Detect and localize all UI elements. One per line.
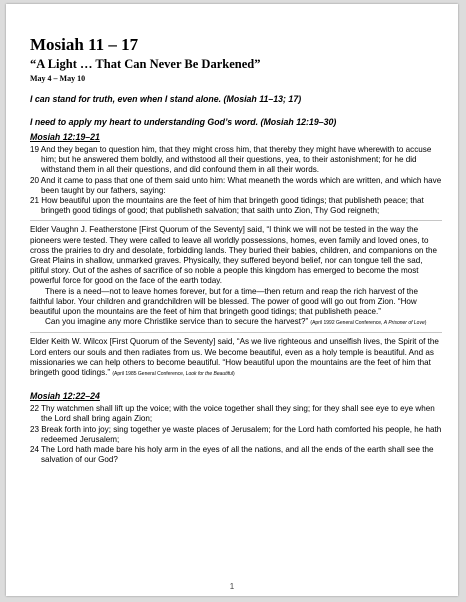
section-divider <box>30 332 442 333</box>
scripture-reference-2: Mosiah 12:22–24 <box>30 391 100 402</box>
scripture-reference-1: Mosiah 12:19–21 <box>30 132 100 142</box>
featherstone-paragraph-1: Elder Vaughn J. Featherstone [First Quorum of the Seventy] said, “I think we will not be tested in the way the pioneers were tested. They were called to leave all worldly possessions, homes, even family and loved ones, to cross the prairies to dry and desolate, forbidding lands. They buried their babies, children, and companions on the Great Plains in shallow, unmarked graves. Physically, they suffered beyond belief, nor can tongue tell the sad, pitiful story. Out of the ashes of sacrifice of so noble a people this kingdom has emerged to become the most powerful force for good on the face of the earth today. <box>30 225 438 286</box>
featherstone-paragraph-3 <box>30 317 442 328</box>
verse-21: 21 How beautiful upon the mountains are the feet of him that bringeth good tidings; that publisheth peace; that bringeth good tidings of good; that publisheth salvation; that saith unto Zion, Thy God reigneth; <box>30 196 424 216</box>
verse-19: 19 And they began to question him, that they might cross him, that thereby they might have wherewith to accuse him; but he answered them boldly, and withstood all their questions, yea, to their astonishment; for he did withstand them in all their questions, and did confound them in all their words. <box>30 145 432 175</box>
wilcox-quote-text: Elder Keith W. Wilcox [First Quorum of the Seventy] said, “As we live righteous and unselfish lives, the Spirit of the Lord enters our souls and then radiates from us. We become beautiful, even as a holy temple is beautiful. And as missionaries we can help others to become beautiful. “How beautiful upon the mountains are the feet of him that bringeth good tidings.” <box>30 337 439 378</box>
theme-statement-2: I need to apply my heart to understanding God’s word. (Mosiah 12:19–30) <box>30 117 337 127</box>
wilcox-quote <box>30 337 442 379</box>
featherstone-quote <box>30 225 442 328</box>
citation: (April 1985 General Conference, Look for the Beautiful) <box>112 371 235 378</box>
featherstone-paragraph-3-text: Can you imagine any more Christlike service than to secure the harvest?” <box>45 317 309 327</box>
featherstone-paragraph-2: There is a need—not to leave homes forever, but for a time—then return and reap the rich harvest of the faithful labor. Your children and grandchildren will be blessed. The power of good will go out from Zion. “How beautiful upon the mountains are the feet of him that bringeth good tidings; that publisheth peace.” <box>30 286 418 317</box>
page-title: Mosiah 11 – 17 <box>30 35 139 54</box>
theme-statement-1: I can stand for truth, even when I stand alone. (Mosiah 11–13; 17) <box>30 94 302 104</box>
verse-24: 24 The Lord hath made bare his holy arm in the eyes of all the nations, and all the ends of the earth shall see the salvation of our God? <box>30 445 434 465</box>
page-subtitle: “A Light … That Can Never Be Darkened” <box>30 57 261 71</box>
document-content <box>30 35 442 465</box>
verse-23: 23 Break forth into joy; sing together ye waste places of Jerusalem; for the Lord hath comforted his people, he hath redeemed Jerusalem; <box>30 424 442 444</box>
section-divider <box>30 220 442 221</box>
page-number: 1 <box>229 582 235 591</box>
date-range: May 4 – May 10 <box>30 74 86 83</box>
verse-22: 22 Thy watchmen shall lift up the voice; with the voice together shall they sing; for they shall see eye to eye when the Lord shall bring again Zion; <box>30 404 435 424</box>
verse-20: 20 And it came to pass that one of them said unto him: What meaneth the words which are written, and which have been taught by our fathers, saying: <box>30 175 442 195</box>
spacer <box>30 379 442 387</box>
citation: (April 1992 General Conference, A Prisoner of Love) <box>310 320 427 327</box>
document-page <box>6 4 458 596</box>
